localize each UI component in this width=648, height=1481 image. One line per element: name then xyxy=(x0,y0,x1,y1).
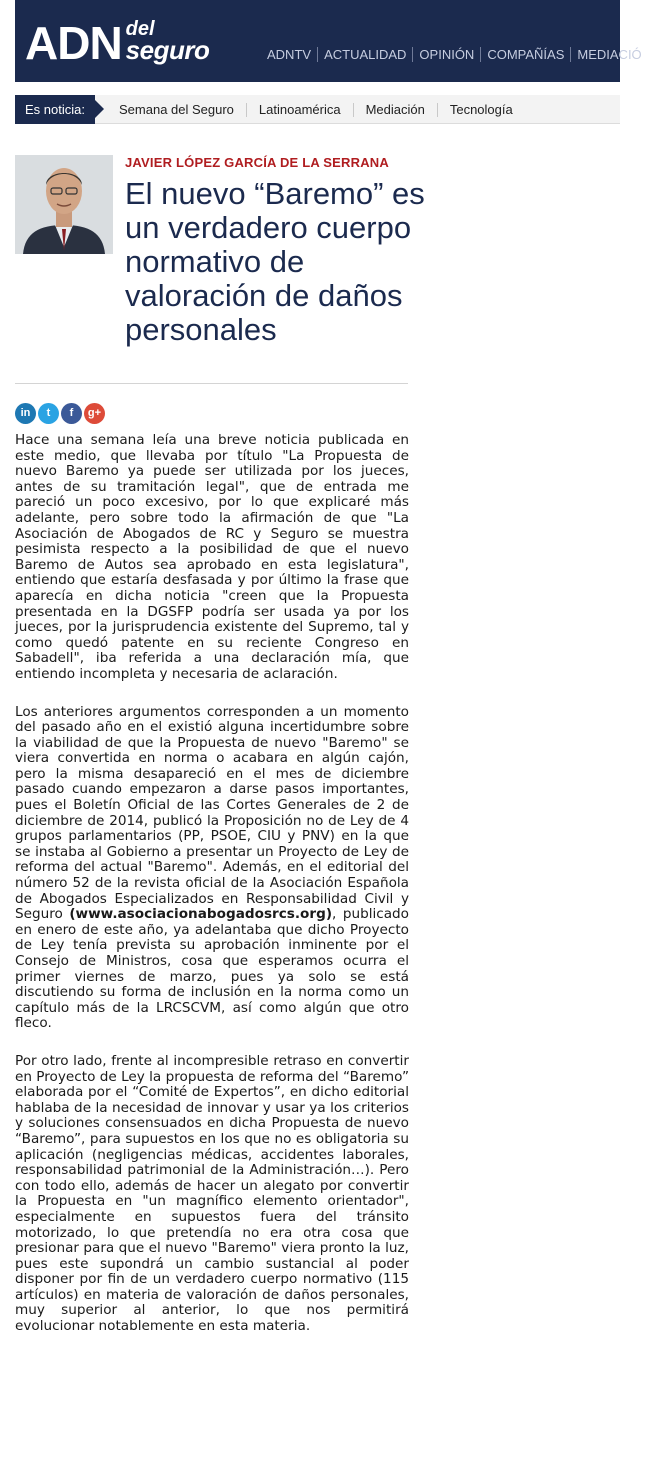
nav-item-actualidad[interactable]: ACTUALIDAD xyxy=(318,47,413,62)
article-body xyxy=(15,433,409,1357)
breaking-bar xyxy=(15,95,620,124)
topic-semana-del-seguro[interactable]: Semana del Seguro xyxy=(107,103,247,117)
twitter-icon[interactable]: t xyxy=(38,403,59,424)
nav-item-opinion[interactable]: OPINIÓN xyxy=(413,47,481,62)
paragraph-2-start: Los anteriores argumentos corresponden a un momento del pasado año en el existió alguna incertidumbre sobre la viabilidad de que la Propuesta de nuevo "Baremo" se viera convertida en norma o acabara en algún cajón, pero la misma desapareció en el mes de diciembre pasado cuando empezaron a darse pasos importantes, pues el Boletín Oficial de las Cortes Generales de 2 de diciembre de 2014, publicó la Proposición no de Ley de 4 grupos parlamentarios (PP, PSOE, CIU y PNV) en la que se instaba al Gobierno a presentar un Proyecto de Ley de reforma del actual "Baremo". Además, en el editorial del número 52 de la revista oficial de la Asociación Española de Abogados Especializados en Responsabilidad Civil y Seguro xyxy=(15,703,409,923)
nav-item-companias[interactable]: COMPAÑÍAS xyxy=(481,47,571,62)
logo-del: del xyxy=(125,18,155,40)
nav-item-adntv[interactable]: ADNTV xyxy=(267,47,318,62)
topic-tecnologia[interactable]: Tecnología xyxy=(449,101,513,117)
social-share xyxy=(15,403,105,424)
google-plus-icon[interactable]: g+ xyxy=(84,403,105,424)
author-photo xyxy=(15,155,113,254)
topic-mediacion[interactable]: Mediación xyxy=(354,103,438,117)
linkedin-icon[interactable]: in xyxy=(15,403,36,424)
facebook-icon[interactable]: f xyxy=(61,403,82,424)
association-link[interactable]: (www.asociacionabogadosrcs.org) xyxy=(69,906,333,923)
logo-adn: ADN xyxy=(25,17,122,69)
topic-latinoamerica[interactable]: Latinoamérica xyxy=(247,103,354,117)
topic-list xyxy=(107,95,525,124)
main-nav xyxy=(267,47,648,62)
paragraph-2-end: , publicado en enero de este año, ya adelantaba que dicho Proyecto de Ley tenía prevista su aprobación inminente por el Consejo de Ministros, cosa que esperamos ocurra el primer viernes de marzo, pues ya solo se está discutiendo su forma de inclusión en la norma como un capítulo más de la LRCSCVM, así como algún que otro fleco. xyxy=(15,906,409,1032)
es-noticia-label: Es noticia: xyxy=(15,95,95,124)
logo-seguro: seguro xyxy=(125,35,210,65)
site-logo[interactable] xyxy=(25,14,210,69)
paragraph-3: Por otro lado, frente al incompresible retraso en convertir en Proyecto de Ley la propuesta de reforma del “Baremo” elaborada por el “Comité de Expertos”, en dicho editorial hablaba de la necesidad de innovar y usar ya los criterios y soluciones consensuados en dicha Propuesta de nuevo “Baremo”, para supuestos en los que no es obligatoria su aplicación (negligencias médicas, accidentes laborales, responsabilidad patrimonial de la Administración…). Pero con todo ello, además de hacer un alegato por convertir la Propuesta en "un magnífico elemento orientador", especialmente en supuestos fuera del tránsito motorizado, lo que pretendía no era otra cosa que presionar para que el nuevo "Baremo" viera pronto la luz, pues este supondrá un cambio sustancial al poder disponer por fin de un verdadero cuerpo normativo (115 artículos) en materia de valoración de daños personales, muy superior al anterior, lo que nos permitirá evolucionar notablemente en esta materia. xyxy=(15,1052,409,1335)
divider xyxy=(15,383,408,384)
author-name[interactable]: JAVIER LÓPEZ GARCÍA DE LA SERRANA xyxy=(125,155,389,170)
article-title: El nuevo “Baremo” es un verdadero cuerpo normativo de valoración de daños personales xyxy=(125,176,425,347)
paragraph-2 xyxy=(15,705,409,1032)
nav-item-mediacion[interactable]: MEDIACIÓ xyxy=(577,47,642,62)
paragraph-1: Hace una semana leía una breve noticia publicada en este medio, que llevaba por título "La Propuesta de nuevo Baremo ya puede ser utilizada por los jueces, antes de su tramitación legal", que de entrada me pareció un poco excesivo, por lo que explicaré más adelante, pero sobre todo la afirmación de que "La Asociación de Abogados de RC y Seguro se muestra pesimista respecto a la posibilidad de que el nuevo Baremo de Autos sea aprobado en esta legislatura", entiendo que estaría desfasada y por último la frase que aparecía en dicha noticia "creen que la Propuesta presentada en la DGSFP podría ser usada ya por los jueces, por la jurisprudencia existente del Supremo, tal y como quedó patente en su reciente Congreso en Sabadell", iba referida a una declaración mía, que entiendo incompleta y necesaria de aclaración. xyxy=(15,432,409,682)
site-header xyxy=(15,0,642,82)
